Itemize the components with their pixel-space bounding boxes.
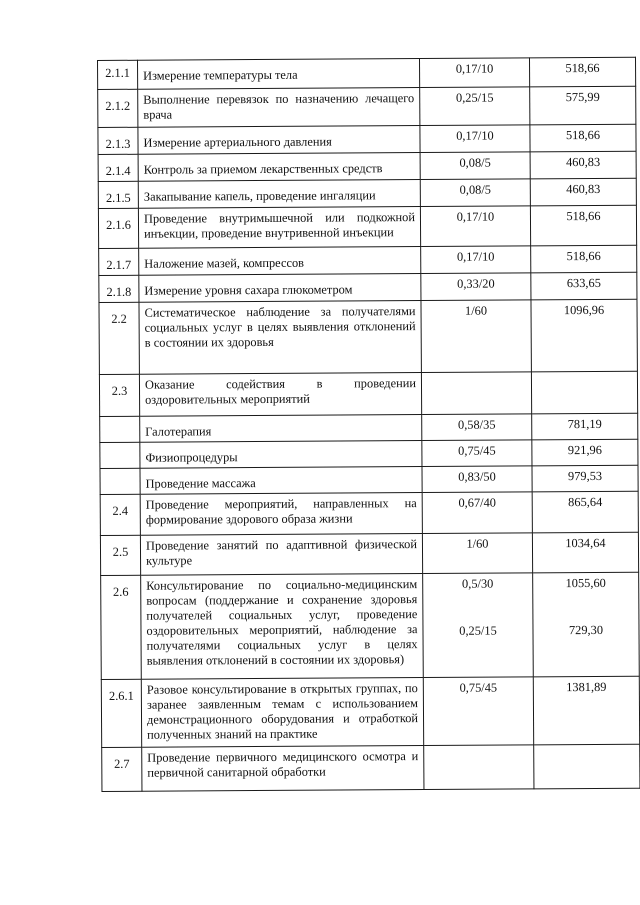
time-norm: 0,5/30 (461, 576, 494, 591)
table-row (99, 245, 637, 275)
time-norm-cell (423, 573, 534, 678)
price: 460,83 (530, 178, 636, 206)
price: 460,83 (530, 151, 636, 179)
table-row (98, 86, 636, 127)
service-description: Систематическое наблюдение за получателями социальных услуг в целях выявления отклонений в состоянии их здоровья (139, 301, 421, 375)
service-description: Физиопроцедуры (140, 441, 422, 469)
service-description: Проведение мероприятий, направленных на формирование здорового образа жизни (140, 493, 422, 536)
table-row (98, 151, 636, 181)
row-number: 2.1.1 (98, 60, 138, 89)
row-number (100, 468, 140, 494)
price: 1381,89 (533, 676, 639, 745)
time-norm (424, 745, 534, 790)
price (534, 744, 640, 789)
time-norm: 0,08/5 (420, 179, 530, 207)
table-row (99, 299, 637, 374)
row-number (100, 416, 140, 442)
time-norm-alt: 0,25/15 (459, 623, 497, 638)
table-row (102, 744, 640, 791)
time-norm: 1/60 (422, 533, 532, 574)
row-number: 2.6 (101, 575, 142, 679)
time-norm: 0,25/15 (420, 87, 530, 126)
price: 518,66 (529, 57, 635, 87)
row-number: 2.3 (99, 374, 139, 416)
row-number: 2.5 (100, 535, 140, 575)
time-norm: 0,08/5 (420, 152, 530, 180)
price-cell (533, 572, 640, 677)
price: 781,19 (532, 413, 638, 440)
row-number: 2.1.2 (98, 89, 138, 127)
time-norm: 0,17/10 (420, 125, 530, 153)
time-norm: 0,17/10 (419, 58, 529, 88)
row-number: 2.1.8 (99, 275, 139, 302)
service-description: Наложение мазей, компрессов (139, 247, 421, 276)
time-norm: 0,17/10 (421, 246, 531, 274)
table-row (99, 272, 637, 302)
price: 1096,96 (531, 299, 637, 372)
table-row (100, 491, 638, 535)
service-description: Контроль за приемом лекарственных средств (138, 153, 420, 182)
service-description: Проведение занятий по адаптивной физической культуре (140, 534, 422, 576)
row-number: 2.1.4 (98, 154, 138, 181)
price: 865,64 (532, 491, 638, 533)
service-description: Проведение первичного медицинского осмотра и первичной санитарной обработки (142, 746, 424, 792)
service-description: Проведение массажа (140, 467, 422, 495)
time-norm: 0,58/35 (422, 414, 532, 441)
row-number: 2.1.3 (98, 127, 138, 154)
time-norm (421, 372, 531, 415)
table-row (101, 572, 640, 679)
table-row (100, 532, 638, 575)
service-description: Консультирование по социально-медицинским вопросам (поддержание и сохранение здоровья получателей социальных услуг, проведение оздоровительных мероприятий, наблюдение за получателями социальных услуг в целях выявления отклонений в состоянии их здоровья) (141, 574, 424, 680)
price: 518,66 (530, 124, 636, 152)
table-row (98, 57, 636, 89)
row-number: 2.6.1 (101, 679, 141, 747)
service-description: Разовое консультирование в открытых группах, по заранее заявленным темам с использованием демонстрационного оборудования и отработкой полученных знаний на практике (141, 678, 423, 748)
table-row (101, 676, 639, 747)
row-number: 2.1.6 (98, 208, 138, 248)
services-table (97, 57, 640, 792)
table-row (100, 413, 638, 442)
time-norm: 0,83/50 (422, 466, 532, 493)
price: 633,65 (531, 272, 637, 300)
time-norm: 0,17/10 (420, 206, 530, 247)
row-number: 2.1.7 (99, 248, 139, 275)
row-number: 2.7 (102, 747, 142, 791)
price: 1055,60 (565, 575, 606, 591)
row-number: 2.4 (100, 494, 140, 535)
service-description: Закапывание капель, проведение ингаляции (138, 180, 420, 209)
table-row (100, 439, 638, 468)
row-number (100, 442, 140, 468)
service-description: Галотерапия (140, 415, 422, 443)
table-row (98, 178, 636, 208)
time-norm: 0,33/20 (421, 273, 531, 301)
service-description: Выполнение перевязок по назначению лечащего врача (138, 88, 420, 128)
price: 921,96 (532, 439, 638, 466)
price: 1034,64 (532, 532, 638, 573)
table-row (98, 124, 636, 154)
service-description: Измерение температуры тела (138, 59, 420, 90)
price: 575,99 (530, 86, 636, 125)
row-number: 2.1.5 (98, 181, 138, 208)
price-alt: 729,30 (568, 622, 604, 638)
time-norm: 0,75/45 (422, 440, 532, 467)
time-norm: 1/60 (421, 300, 531, 373)
service-description: Измерение уровня сахара глюкометром (139, 274, 421, 303)
table-row (99, 371, 637, 416)
service-description: Проведение внутримышечной или подкожной инъекции, проведение внутривенной инъекции (138, 207, 420, 249)
table-row (98, 205, 636, 248)
price (531, 371, 637, 414)
time-norm: 0,75/45 (423, 677, 533, 746)
price: 518,66 (530, 205, 636, 246)
price: 518,66 (531, 245, 637, 273)
time-norm: 0,67/40 (422, 492, 532, 534)
service-description: Оказание содействия в проведении оздоровительных мероприятий (139, 373, 421, 417)
table-row (100, 465, 638, 494)
price: 979,53 (532, 465, 638, 492)
service-description: Измерение артериального давления (138, 126, 420, 155)
row-number: 2.2 (99, 302, 139, 374)
